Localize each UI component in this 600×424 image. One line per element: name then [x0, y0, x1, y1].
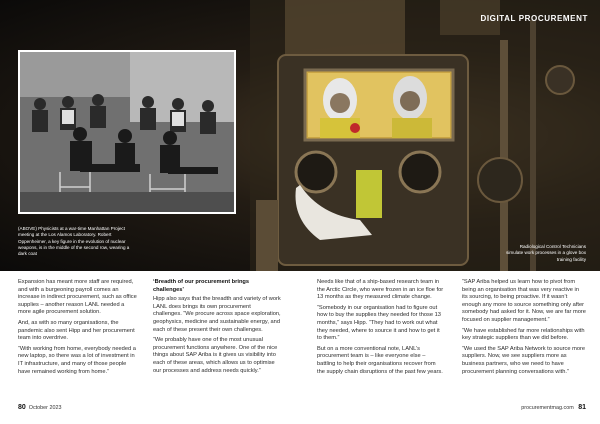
footer-right — [521, 404, 586, 411]
article-column-3 — [317, 279, 445, 379]
page-number-left: 80 — [18, 404, 26, 411]
article-column-4 — [462, 279, 586, 379]
website-link[interactable]: procurementmag.com — [521, 405, 574, 411]
archival-meeting-photo — [20, 52, 234, 212]
paragraph: “We have established far more relationships with key strategic suppliers than we did before. — [462, 327, 585, 342]
issue-date: October 2023 — [28, 405, 62, 411]
paragraph: “We probably have one of the most unusual procurement functions anywhere. One of the nice things about SAP Ariba is it gives us visibility into each of these areas, which allows us to optimise our processes and address needs quickly.” — [153, 337, 278, 374]
paragraph: Needs like that of a ship-based research team in the Arctic Circle, who were frozen in an ice floe for 13 months as they measured climate change. — [317, 279, 444, 301]
paragraph: “Somebody in our organisation had to figure out how to buy the supplies they needed for those 13 months,” says Hipp. “They had to work out what they needed, where to source it and how to get it to them.” — [317, 304, 441, 342]
paragraph: But on a more conventional note, LANL’s procurement team is – like everyone else – battling to help their organisations recover from the supply chain disruptions of the past few years. — [317, 345, 443, 375]
paragraph: Hipp also says that the breadth and variety of work LANL does brings its own procurement challenges. “We procure across space exploration, geophysics, medicine and sustainable energy, and each of these present their own challenges. — [153, 296, 281, 333]
article-column-1 — [18, 279, 138, 379]
section-label: DIGITAL PROCUREMENT — [480, 14, 588, 23]
paragraph: “We used the SAP Ariba Network to source more suppliers. Now, we see suppliers more as business partners, who we need to have procurement planning conversations with.” — [462, 345, 586, 375]
paragraph: “SAP Ariba helped us learn how to pivot from being an organisation that was very reactive in its sourcing, to being proactive. If it wasn’t enough any more to source something only after somebody had asked for it. Now, we are far more focused on supplier management.” — [462, 279, 586, 323]
photo-caption-left: (ABOVE) Physicists at a war-time Manhattan Project meeting at the Los Alamos Laboratory. Robert Oppenheimer, a key figure in the evolution of nuclear weapons, is in the middle of the second row, wearing a dark coat — [18, 226, 130, 257]
paragraph: “With working from home, everybody needed a new laptop, so there was a lot of investment in IT infrastructure, and many of those people have remained working from home.” — [18, 345, 136, 375]
paragraph: Expansion has meant more staff are required, and with a burgeoning payroll comes an increase in indirect procurement, such as office supplies – another reason LANL needed a more agile procurement solution. — [18, 279, 137, 316]
paragraph: And, as with so many organisations, the pandemic also sent Hipp and her procurement team into overdrive. — [18, 319, 135, 342]
photo-caption-right: Radiological Control Technicians simulate work processes in a glove box training facility — [506, 244, 586, 262]
footer-left — [18, 404, 61, 411]
inset-photo — [18, 50, 236, 214]
subheading: ‘Breadth of our procurement brings challenges’ — [153, 279, 250, 293]
article-column-2 — [153, 279, 281, 378]
page-number-right: 81 — [578, 404, 586, 411]
